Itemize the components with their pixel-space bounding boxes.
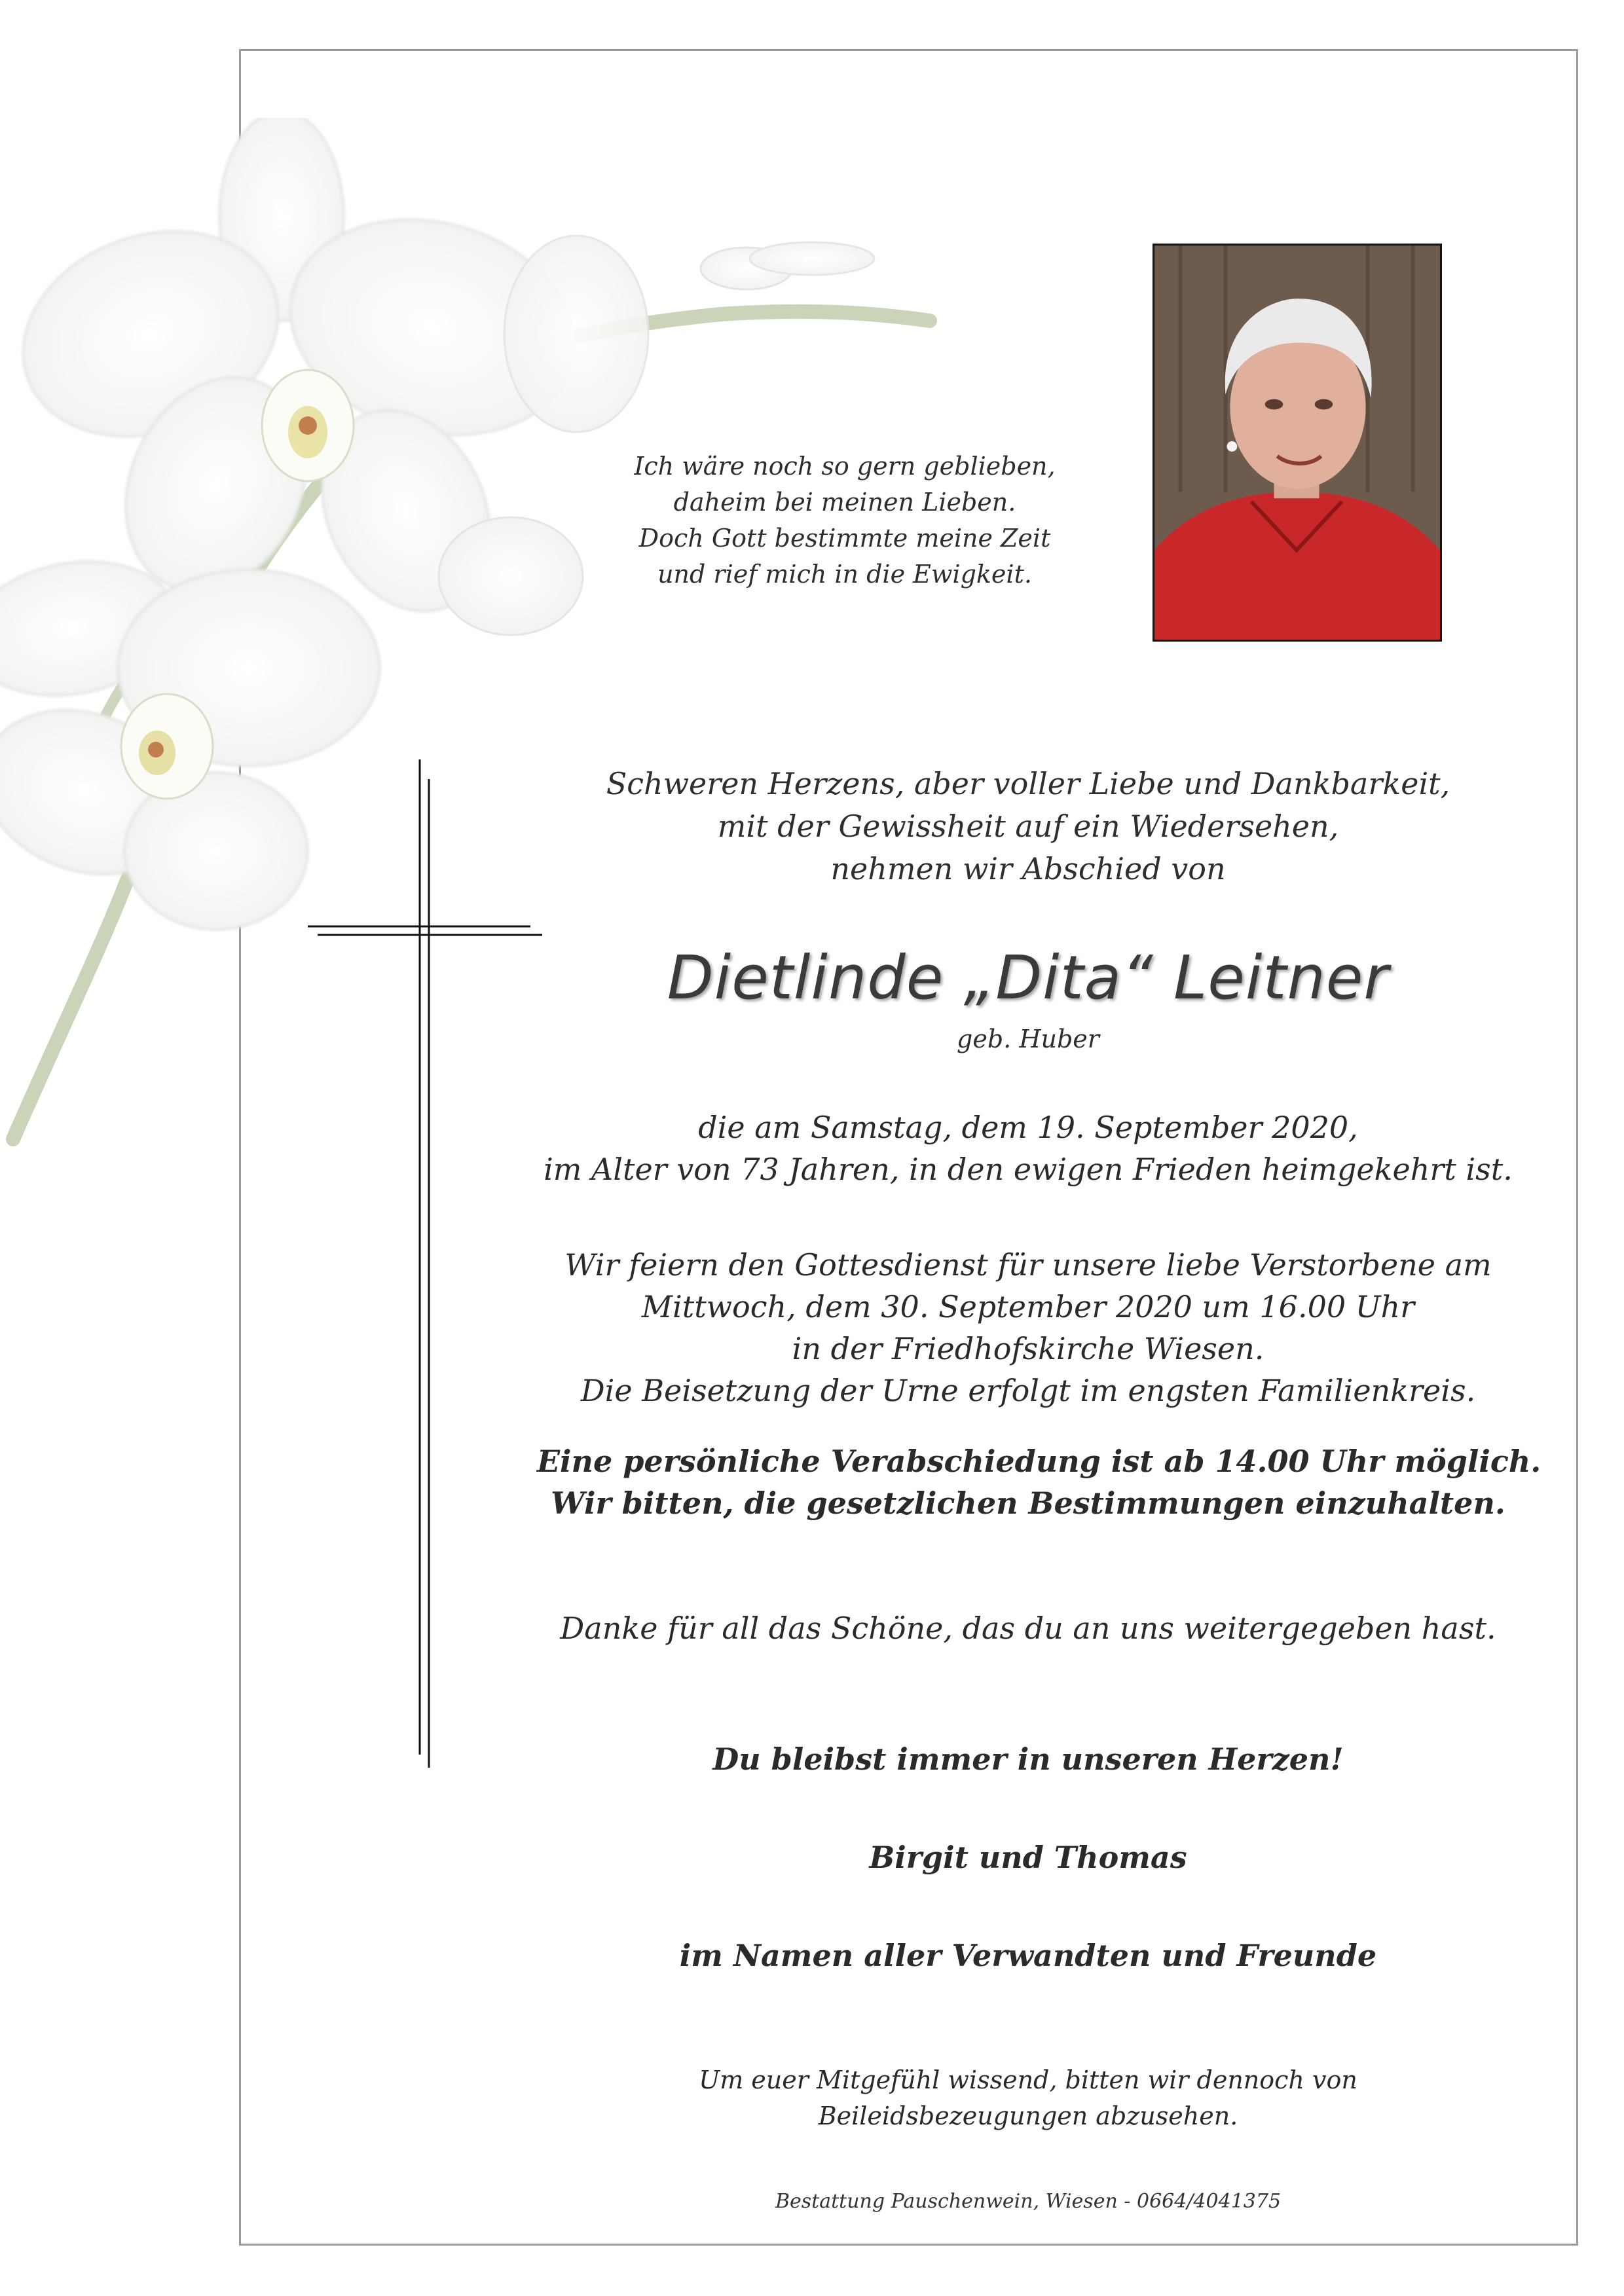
- maiden-name: geb. Huber: [957, 1025, 1099, 1053]
- service-line: in der Friedhofskirche Wiesen.: [792, 1331, 1264, 1366]
- portrait-photo: [1153, 244, 1442, 642]
- condolence-line: Um euer Mitgefühl wissend, bitten wir dennoch von: [699, 2066, 1357, 2094]
- intro-line: Schweren Herzens, aber voller Liebe und Dankbarkeit,: [606, 766, 1450, 801]
- intro-text: [537, 763, 1519, 890]
- poem-line: Ich wäre noch so gern geblieben,: [634, 452, 1056, 481]
- death-notice-line: im Alter von 73 Jahren, in den ewigen Frieden heimgekehrt ist.: [544, 1152, 1513, 1187]
- condolence-line: Beileidsbezeugungen abzusehen.: [818, 2102, 1238, 2130]
- farewell-line: Eine persönliche Verabschiedung ist ab 14.00 Uhr möglich.: [537, 1444, 1541, 1479]
- intro-line: mit der Gewissheit auf ein Wiedersehen,: [717, 809, 1339, 844]
- poem: [576, 448, 1113, 592]
- poem-line: und rief mich in die Ewigkeit.: [657, 560, 1032, 589]
- service-line: Die Beisetzung der Urne erfolgt im engsten Familienkreis.: [580, 1373, 1476, 1408]
- death-notice: [537, 1106, 1519, 1190]
- farewell-line: Wir bitten, die gesetzlichen Bestimmungen einzuhalten.: [551, 1485, 1505, 1521]
- on-behalf-text: im Namen aller Verwandten und Freunde: [679, 1938, 1377, 1973]
- service-line: Mittwoch, dem 30. September 2020 um 16.00 Uhr: [641, 1289, 1415, 1324]
- deceased-name: Dietlinde „Dita“ Leitner: [667, 943, 1390, 1013]
- farewell-notice: [537, 1440, 1541, 1524]
- thanks-text: Danke für all das Schöne, das du an uns weitergegeben hast.: [560, 1611, 1496, 1646]
- condolence-note: [537, 2062, 1519, 2134]
- in-heart-text: Du bleibst immer in unseren Herzen!: [712, 1741, 1344, 1777]
- service-info: [537, 1244, 1519, 1412]
- mourners-names: Birgit und Thomas: [869, 1840, 1187, 1875]
- funeral-home-footer: Bestattung Pauschenwein, Wiesen - 0664/4041375: [775, 2190, 1282, 2213]
- cross-icon: [301, 759, 544, 1768]
- service-line: Wir feiern den Gottesdienst für unsere liebe Verstorbene am: [564, 1247, 1492, 1283]
- poem-line: daheim bei meinen Lieben.: [673, 488, 1016, 517]
- death-notice-line: die am Samstag, dem 19. September 2020,: [698, 1110, 1358, 1145]
- poem-line: Doch Gott bestimmte meine Zeit: [638, 524, 1051, 553]
- intro-line: nehmen wir Abschied von: [830, 851, 1226, 886]
